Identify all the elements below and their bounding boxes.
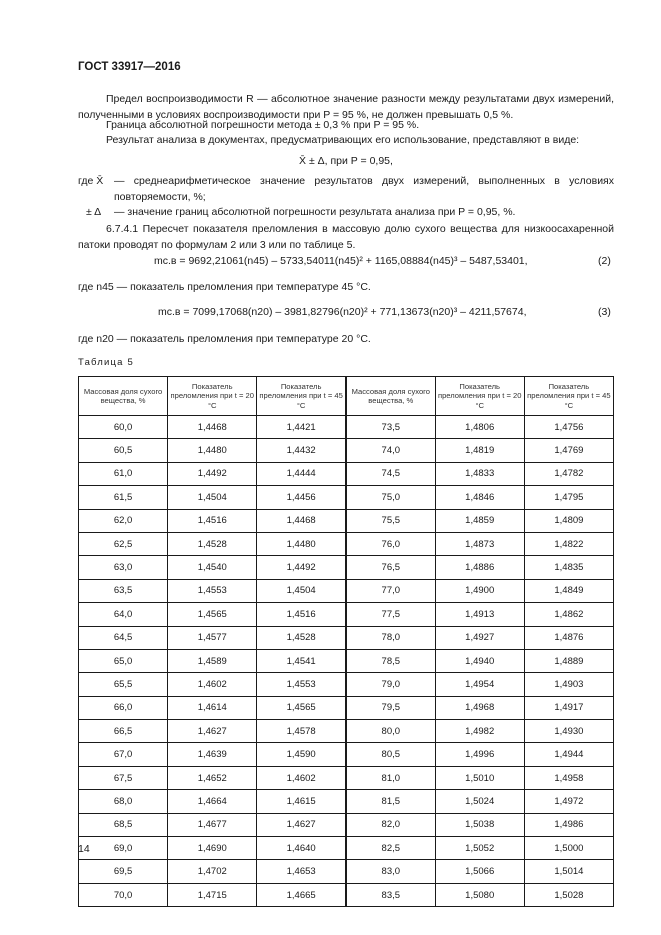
table-cell: 1,5028	[524, 883, 613, 906]
header-refraction-45-1: Показатель преломления при t = 45 °С	[257, 377, 346, 416]
table-cell: 76,0	[346, 532, 435, 555]
table-cell: 1,4589	[168, 649, 257, 672]
table-cell: 1,4664	[168, 790, 257, 813]
table-row	[79, 860, 614, 883]
formula-2-number: (2)	[598, 255, 611, 267]
table-row	[79, 743, 614, 766]
table-cell: 66,5	[79, 720, 168, 743]
table-cell: 81,5	[346, 790, 435, 813]
table-cell: 1,5010	[435, 766, 524, 789]
table-cell: 1,4806	[435, 416, 524, 439]
page-number: 14	[78, 843, 90, 855]
table-cell: 65,0	[79, 649, 168, 672]
table-cell: 1,4917	[524, 696, 613, 719]
table-cell: 1,4627	[168, 720, 257, 743]
table-cell: 1,4886	[435, 556, 524, 579]
paragraph-result-form: Результат анализа в документах, предусматривающих его использование, представляют в виде:	[106, 134, 580, 146]
table-cell: 1,4480	[168, 439, 257, 462]
table-row	[79, 673, 614, 696]
table-cell: 79,5	[346, 696, 435, 719]
table-cell: 1,4930	[524, 720, 613, 743]
document-header: ГОСТ 33917—2016	[78, 61, 181, 73]
table-cell: 1,4652	[168, 766, 257, 789]
table-cell: 80,0	[346, 720, 435, 743]
table-cell: 73,5	[346, 416, 435, 439]
table-cell: 1,4432	[257, 439, 346, 462]
table-cell: 69,5	[79, 860, 168, 883]
table-cell: 77,0	[346, 579, 435, 602]
table-row	[79, 462, 614, 485]
table-cell: 1,4565	[257, 696, 346, 719]
result-formula: X̄ ± Δ, при P = 0,95,	[299, 155, 393, 167]
table-cell: 79,0	[346, 673, 435, 696]
table-cell: 1,4809	[524, 509, 613, 532]
table-header-row	[79, 377, 614, 416]
where-delta-text: — значение границ абсолютной погрешности результата анализа при P = 0,95, %.	[114, 206, 516, 218]
table-cell: 1,5024	[435, 790, 524, 813]
table-cell: 1,4456	[257, 486, 346, 509]
table-cell: 74,5	[346, 462, 435, 485]
table-cell: 1,4769	[524, 439, 613, 462]
table-cell: 1,4900	[435, 579, 524, 602]
table-row	[79, 556, 614, 579]
table-row	[79, 837, 614, 860]
table-cell: 1,4873	[435, 532, 524, 555]
table-cell: 1,4819	[435, 439, 524, 462]
table-cell: 63,5	[79, 579, 168, 602]
table-cell: 70,0	[79, 883, 168, 906]
table-cell: 1,5052	[435, 837, 524, 860]
table-cell: 1,5000	[524, 837, 613, 860]
table-row	[79, 649, 614, 672]
table-cell: 1,4690	[168, 837, 257, 860]
where-n45: где n45 — показатель преломления при температуре 45 °С.	[78, 281, 371, 293]
table-cell: 61,0	[79, 462, 168, 485]
table-cell: 78,0	[346, 626, 435, 649]
table-cell: 82,5	[346, 837, 435, 860]
table-cell: 68,5	[79, 813, 168, 836]
table-cell: 1,4640	[257, 837, 346, 860]
table-cell: 1,4480	[257, 532, 346, 555]
table-cell: 1,4756	[524, 416, 613, 439]
table-row	[79, 720, 614, 743]
formula-3-number: (3)	[598, 306, 611, 318]
table-row	[79, 579, 614, 602]
table-cell: 1,4653	[257, 860, 346, 883]
table-cell: 1,4982	[435, 720, 524, 743]
header-refraction-20-2: Показатель преломления при t = 20 °С	[435, 377, 524, 416]
table-cell: 1,5066	[435, 860, 524, 883]
table-cell: 1,4940	[435, 649, 524, 672]
table-cell: 75,0	[346, 486, 435, 509]
paragraph-reproducibility: Предел воспроизводимости R — абсолютное значение разности между результатами двух измерений, полученными в условиях воспроизводимости при P = 95 %, не должен превышать 0,5 %.	[78, 93, 614, 121]
table-cell: 1,4849	[524, 579, 613, 602]
table-cell: 1,4782	[524, 462, 613, 485]
formula-2: mс.в = 9692,21061(n45) – 5733,54011(n45)² + 1165,08884(n45)³ – 5487,53401,	[154, 255, 528, 267]
table-cell: 1,4590	[257, 743, 346, 766]
table-cell: 1,4577	[168, 626, 257, 649]
table-cell: 1,4627	[257, 813, 346, 836]
formula-3: mс.в = 7099,17068(n20) – 3981,82796(n20)² + 771,13673(n20)³ – 4211,57674,	[158, 306, 527, 318]
table-cell: 78,5	[346, 649, 435, 672]
table-cell: 1,4492	[168, 462, 257, 485]
table-cell: 1,4822	[524, 532, 613, 555]
table-cell: 1,4795	[524, 486, 613, 509]
table-row	[79, 532, 614, 555]
table-row	[79, 813, 614, 836]
table-cell: 1,4846	[435, 486, 524, 509]
table-cell: 1,4504	[168, 486, 257, 509]
table-cell: 83,5	[346, 883, 435, 906]
table-cell: 1,4972	[524, 790, 613, 813]
table-cell: 1,4639	[168, 743, 257, 766]
table-cell: 80,5	[346, 743, 435, 766]
table-cell: 69,0	[79, 837, 168, 860]
table-cell: 1,4615	[257, 790, 346, 813]
table-row	[79, 626, 614, 649]
where-delta-label: ± Δ	[86, 206, 102, 218]
paragraph-error-bound: Граница абсолютной погрешности метода ± 0,3 % при P = 95 %.	[106, 119, 420, 131]
table-cell: 1,4677	[168, 813, 257, 836]
table-cell: 1,4835	[524, 556, 613, 579]
table-row	[79, 509, 614, 532]
table-cell: 76,5	[346, 556, 435, 579]
paragraph-recalculation: 6.7.4.1 Пересчет показателя преломления в массовую долю сухого вещества для низкоосахаренной патоки проводят по формулам 2 или 3 или по таблице 5.	[78, 223, 614, 251]
header-refraction-45-2: Показатель преломления при t = 45 °С	[524, 377, 613, 416]
table-cell: 1,4862	[524, 603, 613, 626]
table-cell: 60,0	[79, 416, 168, 439]
table-cell: 1,4468	[168, 416, 257, 439]
table-cell: 1,4702	[168, 860, 257, 883]
table-cell: 67,0	[79, 743, 168, 766]
table-cell: 82,0	[346, 813, 435, 836]
table-cell: 63,0	[79, 556, 168, 579]
table-cell: 62,5	[79, 532, 168, 555]
where-mean-label: где X̄	[78, 175, 104, 187]
table-cell: 83,0	[346, 860, 435, 883]
table-cell: 1,5014	[524, 860, 613, 883]
table-cell: 1,4833	[435, 462, 524, 485]
table-cell: 62,0	[79, 509, 168, 532]
table-cell: 75,5	[346, 509, 435, 532]
table-cell: 1,4444	[257, 462, 346, 485]
table-cell: 1,4859	[435, 509, 524, 532]
header-dry-matter-2: Массовая доля сухого вещества, %	[346, 377, 435, 416]
table-cell: 1,4540	[168, 556, 257, 579]
table-cell: 1,4516	[168, 509, 257, 532]
table-row	[79, 439, 614, 462]
table-row	[79, 766, 614, 789]
table-cell: 1,4468	[257, 509, 346, 532]
table-cell: 64,0	[79, 603, 168, 626]
table-cell: 1,4541	[257, 649, 346, 672]
header-refraction-20-1: Показатель преломления при t = 20 °С	[168, 377, 257, 416]
table-cell: 1,4986	[524, 813, 613, 836]
table-cell: 1,5038	[435, 813, 524, 836]
where-mean-text: — среднеарифметическое значение результатов двух измерений, выполненных в условиях повторяемости, %;	[114, 175, 614, 203]
table-cell: 61,5	[79, 486, 168, 509]
table-cell: 1,4889	[524, 649, 613, 672]
table-cell: 1,4614	[168, 696, 257, 719]
table-cell: 1,4516	[257, 603, 346, 626]
table-cell: 1,4504	[257, 579, 346, 602]
table-cell: 64,5	[79, 626, 168, 649]
header-dry-matter-1: Массовая доля сухого вещества, %	[79, 377, 168, 416]
table-cell: 1,4968	[435, 696, 524, 719]
table-cell: 1,4903	[524, 673, 613, 696]
table-cell: 1,4913	[435, 603, 524, 626]
table-cell: 1,4954	[435, 673, 524, 696]
table-cell: 1,4715	[168, 883, 257, 906]
table-row	[79, 696, 614, 719]
table-cell: 81,0	[346, 766, 435, 789]
table-cell: 1,4492	[257, 556, 346, 579]
table-cell: 1,4996	[435, 743, 524, 766]
table-cell: 1,4553	[168, 579, 257, 602]
table-caption: Таблица 5	[78, 357, 134, 368]
table-cell: 68,0	[79, 790, 168, 813]
table-row	[79, 416, 614, 439]
table-cell: 60,5	[79, 439, 168, 462]
table-row	[79, 883, 614, 906]
table-cell: 1,4944	[524, 743, 613, 766]
table-cell: 74,0	[346, 439, 435, 462]
table-cell: 1,4876	[524, 626, 613, 649]
table-cell: 1,5080	[435, 883, 524, 906]
table-cell: 1,4553	[257, 673, 346, 696]
table-cell: 1,4927	[435, 626, 524, 649]
table-cell: 1,4528	[257, 626, 346, 649]
table-row	[79, 603, 614, 626]
table-row	[79, 486, 614, 509]
table-cell: 1,4958	[524, 766, 613, 789]
table-cell: 1,4602	[168, 673, 257, 696]
table-cell: 1,4528	[168, 532, 257, 555]
table-row	[79, 790, 614, 813]
table-cell: 67,5	[79, 766, 168, 789]
table-cell: 1,4602	[257, 766, 346, 789]
table-cell: 1,4665	[257, 883, 346, 906]
table-cell: 1,4421	[257, 416, 346, 439]
table-cell: 1,4565	[168, 603, 257, 626]
table-cell: 65,5	[79, 673, 168, 696]
table-cell: 77,5	[346, 603, 435, 626]
table-cell: 66,0	[79, 696, 168, 719]
refraction-table	[78, 376, 614, 907]
where-n20: где n20 — показатель преломления при температуре 20 °С.	[78, 333, 371, 345]
table-cell: 1,4578	[257, 720, 346, 743]
